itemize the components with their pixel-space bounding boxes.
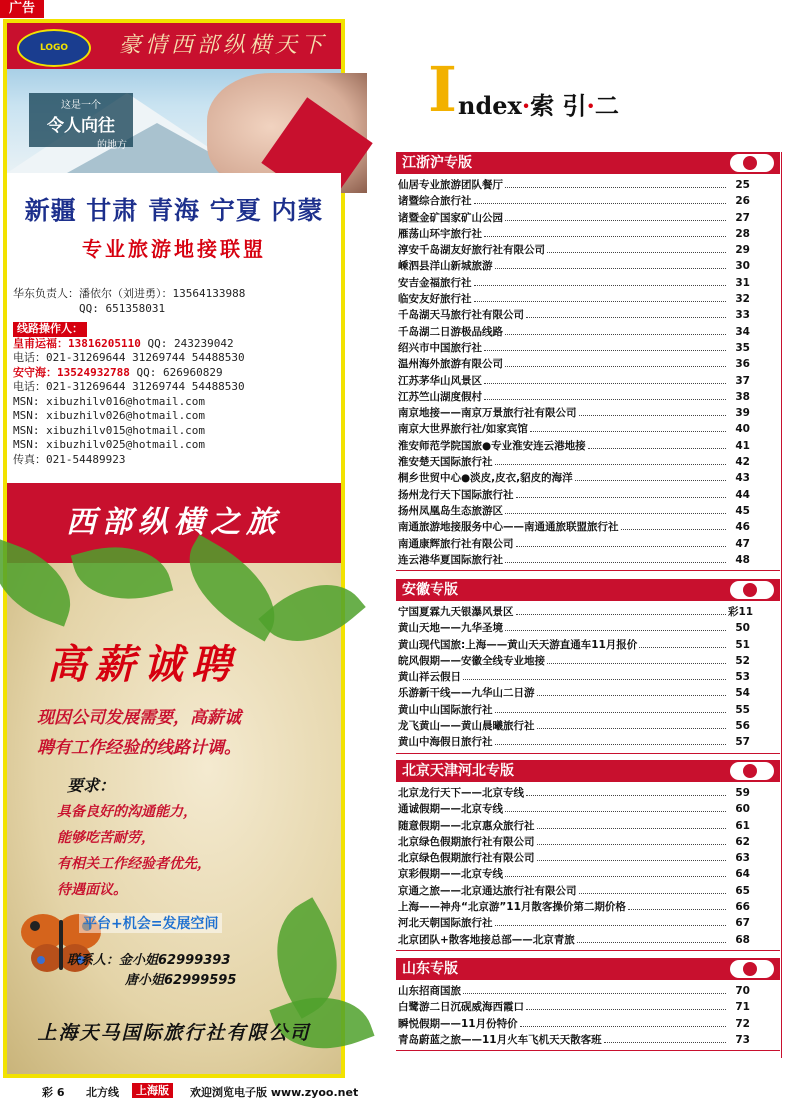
index-entry-title: 扬州凤凰岛生态旅游区	[398, 504, 503, 517]
index-entry-title: 随意假期——北京惠众旅行社	[398, 819, 535, 832]
section-header	[396, 958, 780, 980]
index-entry[interactable]	[398, 470, 750, 486]
index-entry-title: 仙居专业旅游团队餐厅	[398, 179, 503, 191]
index-cn: 索 引	[530, 91, 587, 120]
index-entry-title: 通诚假期——北京专线	[398, 803, 503, 816]
dot-leader	[516, 546, 727, 547]
ad-tag: 广告	[0, 0, 44, 18]
operator-label: 线路操作人：	[13, 322, 87, 337]
index-entry-title: 江苏茅华山风景区	[398, 374, 482, 387]
section-title: 江浙沪专版	[402, 155, 472, 171]
requirement-item: 具备良好的沟通能力，	[57, 804, 197, 820]
index-entry-page: 64	[735, 868, 750, 881]
dot-leader	[495, 268, 727, 269]
index-entry-title: 南通旅游地接服务中心——南通通旅联盟旅行社	[398, 521, 619, 534]
index-entry-title: 上海——神舟“北京游”11月散客操价第二期价格	[398, 901, 626, 914]
index-entry-title: 宁国夏霖九天银瀑风景区	[398, 606, 514, 618]
requirement-item: 有相关工作经验者优先，	[57, 856, 211, 872]
index-entry[interactable]	[398, 454, 750, 470]
index-entry[interactable]	[398, 503, 750, 519]
index-entry[interactable]	[398, 899, 750, 915]
page-footer	[0, 1082, 800, 1100]
index-entry-title: 白鹭游二日沉砚威海西霞口	[398, 1001, 524, 1014]
dot-leader	[495, 712, 727, 713]
index-entry[interactable]	[398, 421, 750, 437]
index-entry-title: 桐乡世贸中心●淡皮,皮衣,貂皮的海洋	[398, 472, 573, 485]
index-entry[interactable]	[398, 850, 750, 866]
operator-2-qq: QQ: 626960829	[136, 365, 223, 379]
index-entry-page: 44	[735, 488, 750, 501]
dot-leader	[495, 464, 727, 465]
hero-tagline	[29, 93, 133, 151]
regions-block	[7, 173, 341, 283]
index-entry[interactable]	[398, 177, 750, 193]
index-entry-title: 黄山中山国际旅行社	[398, 703, 493, 716]
index-entry-title: 黄山祥云假日	[398, 671, 461, 684]
alliance-subtitle: 专业旅游地接联盟	[82, 237, 266, 261]
index-right-border	[781, 152, 782, 1058]
index-entry-title: 淳安千岛湖友好旅行社有限公司	[398, 244, 545, 257]
index-entry[interactable]	[398, 834, 750, 850]
index-entry-title: 南京地接——南京万景旅行社有限公司	[398, 407, 577, 420]
recruitment-title: 高薪诚聘	[47, 641, 239, 688]
dot-leader	[530, 431, 726, 432]
index-entry-page: 50	[735, 622, 750, 635]
index-entry[interactable]	[398, 669, 750, 685]
index-entry-page: 30	[735, 260, 750, 273]
index-entry-title: 皖风假期——安徽全线专业地接	[398, 654, 545, 667]
dot-leader	[505, 334, 726, 335]
hero-line-2: 令人向往	[47, 116, 115, 136]
index-entry-page: 彩11	[728, 606, 754, 618]
index-entry[interactable]	[398, 438, 750, 454]
index-entry-page: 73	[735, 1033, 750, 1046]
dot-leader	[579, 893, 727, 894]
index-entry-page: 40	[735, 423, 750, 436]
index-entry-title: 北京龙行天下——北京专线	[398, 787, 524, 799]
separator-dot: ·	[521, 91, 531, 120]
index-entry-title: 雁荡山环宇旅行社	[398, 227, 482, 240]
footer-page-number: 彩 6	[42, 1086, 65, 1099]
ad-inner	[7, 23, 341, 1074]
contact-qq: QQ: 651358031	[79, 301, 166, 315]
dot-leader	[588, 448, 726, 449]
dot-leader	[628, 909, 726, 910]
index-entry[interactable]	[398, 275, 750, 291]
index-entry-title: 诸暨综合旅行社	[398, 195, 472, 208]
index-entry[interactable]	[398, 307, 750, 323]
index-number: 二	[594, 91, 619, 120]
index-entry[interactable]	[398, 405, 750, 421]
agency-logo: LOGO	[17, 29, 91, 67]
index-entry[interactable]	[398, 210, 750, 226]
regions-title: 新疆 甘肃 青海 宁夏 内蒙	[24, 196, 324, 225]
dot-leader	[495, 744, 727, 745]
section-oval-icon	[730, 960, 774, 978]
index-entry-title: 南通康辉旅行社有限公司	[398, 537, 514, 550]
index-title	[458, 86, 619, 121]
hero-line-3: 的地方	[97, 140, 127, 151]
index-entry-page: 39	[735, 407, 750, 420]
index-entry-page: 47	[735, 537, 750, 550]
index-entry-page: 36	[735, 358, 750, 371]
index-entry-page: 38	[735, 390, 750, 403]
footer-edition-badge: 上海版	[132, 1083, 173, 1098]
dot-leader	[516, 497, 727, 498]
section-oval-icon	[730, 154, 774, 172]
index-entry-title: 黄山中海假日旅行社	[398, 736, 493, 749]
recruitment-body	[37, 703, 327, 763]
dot-leader	[484, 236, 726, 237]
recruitment-block	[7, 563, 341, 1074]
index-word: ndex	[458, 91, 522, 120]
dot-leader	[505, 876, 726, 877]
dot-leader	[474, 285, 727, 286]
operator-2-name: 安守海：13524932788	[13, 365, 130, 379]
section-divider	[396, 570, 780, 571]
index-entry[interactable]	[398, 718, 750, 734]
index-entry-page: 65	[735, 884, 750, 897]
fax: 传真：021-54489923	[13, 452, 126, 466]
dot-leader	[484, 399, 726, 400]
dot-leader	[484, 383, 726, 384]
section-divider	[396, 753, 780, 754]
index-entry-title: 北京绿色假期旅行社有限公司	[398, 835, 535, 848]
index-entry-title: 乐游新干线——九华山二日游	[398, 687, 535, 700]
requirements-title: 要求：	[67, 776, 116, 795]
index-entry[interactable]	[398, 226, 750, 242]
recruitment-contact-1: 联系人：金小姐62999393	[67, 953, 231, 968]
index-entry-page: 51	[735, 638, 750, 651]
index-entry-title: 山东招商国旅	[398, 985, 461, 997]
section-title: 山东专版	[402, 961, 458, 977]
index-entry-title: 江苏竺山湖度假村	[398, 390, 482, 403]
contact-block	[7, 283, 341, 483]
index-entry[interactable]	[398, 685, 750, 701]
index-entry-list	[398, 177, 750, 568]
index-entry-page: 59	[735, 787, 750, 799]
index-entry-title: 诸暨金矿国家矿山公园	[398, 211, 503, 224]
index-entry[interactable]	[398, 932, 750, 948]
index-entry-page: 56	[735, 720, 750, 733]
index-entry-page: 61	[735, 819, 750, 832]
index-entry-title: 淮安楚天国际旅行社	[398, 456, 493, 469]
dot-leader	[505, 187, 726, 188]
index-entry-page: 71	[735, 1001, 750, 1014]
section-header	[396, 579, 780, 601]
recruitment-body-line-2: 聘有工作经验的线路计调。	[37, 738, 241, 758]
index-entry-title: 龙飞黄山——黄山晨曦旅行社	[398, 720, 535, 733]
index-entry[interactable]	[398, 653, 750, 669]
index-entry-page: 25	[735, 179, 750, 191]
dot-leader	[526, 1009, 726, 1010]
recruitment-body-line-1: 现因公司发展需要，高薪诚	[37, 708, 241, 728]
advertisement-column	[3, 19, 345, 1078]
index-entry-page: 31	[735, 276, 750, 289]
index-entry-list	[398, 983, 750, 1048]
dot-leader	[537, 828, 727, 829]
operator-2	[13, 366, 341, 381]
index-entry[interactable]	[398, 536, 750, 552]
index-entry[interactable]	[398, 291, 750, 307]
index-entry-page: 48	[735, 553, 750, 566]
dot-leader	[577, 942, 726, 943]
index-entry-page: 32	[735, 293, 750, 306]
index-entry-page: 57	[735, 736, 750, 749]
index-entry-page: 62	[735, 835, 750, 848]
dot-leader	[474, 203, 727, 204]
dot-leader	[505, 630, 726, 631]
index-entry-title: 淮安师范学院国旅●专业淮安连云港地接	[398, 439, 586, 452]
index-entry-page: 34	[735, 325, 750, 338]
index-entry-page: 70	[735, 985, 750, 997]
platform-slogan: 平台+机会=发展空间	[79, 913, 222, 933]
index-entry-title: 连云港华夏国际旅行社	[398, 553, 503, 566]
index-entry-title: 青岛蔚蓝之旅——11月火车飞机天天散客班	[398, 1033, 602, 1046]
index-entry-page: 29	[735, 244, 750, 257]
company-name: 上海天马国际旅行社有限公司	[37, 1022, 311, 1044]
section-divider	[396, 950, 780, 951]
index-big-letter: I	[428, 53, 458, 126]
index-entry-title: 北京绿色假期旅行社有限公司	[398, 852, 535, 865]
index-entry-page: 68	[735, 933, 750, 946]
index-entry[interactable]	[398, 915, 750, 931]
dot-leader	[547, 252, 726, 253]
operator-1-qq: QQ: 243239042	[147, 336, 234, 350]
index-entry-title: 京彩假期——北京专线	[398, 868, 503, 881]
operator-1-name: 皇甫运福：13816205110	[13, 336, 141, 350]
index-entry[interactable]	[398, 883, 750, 899]
dot-leader	[547, 663, 726, 664]
contact-lead: 华东负责人：潘依尔（刘进勇）：13564133988	[13, 287, 246, 300]
dot-leader	[537, 844, 727, 845]
dot-leader	[537, 728, 727, 729]
dot-leader	[537, 695, 727, 696]
dot-leader	[526, 795, 726, 796]
index-entry-page: 55	[735, 703, 750, 716]
recruitment-contact-2: 唐小姐62999595	[125, 973, 237, 988]
msn-1: MSN: xibuzhilv016@hotmail.com	[13, 394, 206, 408]
dot-leader	[575, 480, 726, 481]
dot-leader	[463, 993, 726, 994]
index-entry[interactable]	[398, 258, 750, 274]
index-entry-title: 安吉金福旅行社	[398, 276, 472, 289]
index-entry-title: 千岛湖天马旅行社有限公司	[398, 309, 524, 322]
hero-line-1: 这是一个	[61, 100, 101, 111]
msn-4: MSN: xibuzhilv025@hotmail.com	[13, 438, 206, 451]
index-entry-title: 温州海外旅游有限公司	[398, 358, 503, 371]
index-entry-page: 46	[735, 521, 750, 534]
requirement-item: 待遇面议。	[57, 882, 127, 898]
index-entry-page: 45	[735, 504, 750, 517]
hero-banner	[7, 23, 341, 173]
dot-leader	[520, 1026, 726, 1027]
index-entry-page: 26	[735, 195, 750, 208]
hero-slogan: 豪情西部纵横天下	[7, 23, 341, 69]
index-entry-page: 33	[735, 309, 750, 322]
index-entry[interactable]	[398, 487, 750, 503]
index-entry[interactable]	[398, 242, 750, 258]
dot-leader	[526, 317, 726, 318]
index-entry[interactable]	[398, 983, 750, 999]
index-entry-title: 黄山现代国旅:上海——黄山天天游直通车11月报价	[398, 638, 638, 651]
leaf-decoration	[258, 561, 366, 665]
index-entry-page: 60	[735, 803, 750, 816]
index-entry[interactable]	[398, 519, 750, 535]
recruitment-contacts	[67, 951, 236, 991]
index-entry[interactable]	[398, 734, 750, 750]
index-entry-page: 37	[735, 374, 750, 387]
separator-dot: ·	[586, 91, 595, 120]
index-entry-list	[398, 604, 754, 751]
index-entry-page: 67	[735, 917, 750, 930]
index-entry-title: 绍兴市中国旅行社	[398, 341, 482, 354]
index-entry[interactable]	[398, 801, 750, 817]
index-entry-title: 黄山天地——九华圣境	[398, 622, 503, 635]
dot-leader	[537, 860, 727, 861]
index-entry[interactable]	[398, 389, 750, 405]
index-entry-page: 53	[735, 671, 750, 684]
dot-leader	[604, 1042, 726, 1043]
section-oval-icon	[730, 762, 774, 780]
index-entry[interactable]	[398, 818, 750, 834]
dot-leader	[505, 562, 726, 563]
index-entry-title: 北京团队+散客地接总部——北京青旅	[398, 933, 575, 946]
index-entry[interactable]	[398, 552, 750, 568]
index-entry[interactable]	[398, 1032, 750, 1048]
index-entry[interactable]	[398, 702, 750, 718]
dot-leader	[463, 679, 726, 680]
index-entry-page: 28	[735, 227, 750, 240]
index-entry-page: 54	[735, 687, 750, 700]
section-oval-icon	[730, 581, 774, 599]
section-title: 北京天津河北专版	[402, 763, 514, 779]
index-entry[interactable]	[398, 340, 750, 356]
index-entry-title: 京通之旅——北京通达旅行社有限公司	[398, 884, 577, 897]
index-entry[interactable]	[398, 637, 750, 653]
west-tour-banner: 西部纵横之旅	[7, 483, 341, 563]
index-entry-page: 43	[735, 472, 750, 485]
index-entry-page: 72	[735, 1017, 750, 1030]
index-entry-title: 扬州龙行天下国际旅行社	[398, 488, 514, 501]
section-divider	[396, 1050, 780, 1051]
index-entry[interactable]	[398, 324, 750, 340]
index-entry[interactable]	[398, 193, 750, 209]
footer-publication: 北方线	[86, 1086, 119, 1099]
operator-1-phone: 电话：021-31269644 31269744 54488530	[13, 351, 245, 364]
index-entry-page: 52	[735, 654, 750, 667]
dot-leader	[474, 301, 727, 302]
dot-leader	[505, 513, 726, 514]
index-entry-page: 35	[735, 341, 750, 354]
index-entry[interactable]	[398, 373, 750, 389]
requirements-list	[57, 799, 327, 903]
index-entry[interactable]	[398, 356, 750, 372]
requirement-item: 能够吃苦耐劳，	[57, 830, 155, 846]
section-title: 安徽专版	[402, 582, 458, 598]
index-entry-page: 66	[735, 901, 750, 914]
index-entry-title: 河北天朝国际旅行社	[398, 917, 493, 930]
index-entry-page: 42	[735, 456, 750, 469]
dot-leader	[505, 811, 726, 812]
index-entry[interactable]	[398, 604, 754, 620]
operator-1	[13, 337, 341, 352]
dot-leader	[579, 415, 727, 416]
index-entry-title: 瞬悦假期——11月份特价	[398, 1017, 518, 1030]
index-entry[interactable]	[398, 1016, 750, 1032]
index-entry[interactable]	[398, 620, 750, 636]
index-entry-page: 63	[735, 852, 750, 865]
dot-leader	[621, 529, 727, 530]
index-entry[interactable]	[398, 785, 750, 801]
index-entry[interactable]	[398, 999, 750, 1015]
dot-leader	[505, 220, 726, 221]
index-entry-title: 南京大世界旅行社/如家宾馆	[398, 423, 528, 436]
operator-2-phone: 电话：021-31269644 31269744 54488530	[13, 380, 245, 393]
index-entry-page: 41	[735, 439, 750, 452]
msn-2: MSN: xibuzhilv026@hotmail.com	[13, 409, 206, 422]
dot-leader	[516, 614, 727, 615]
dot-leader	[639, 647, 726, 648]
index-entry-list	[398, 785, 750, 948]
index-entry[interactable]	[398, 866, 750, 882]
section-header	[396, 152, 780, 174]
index-entry-title: 临安友好旅行社	[398, 293, 472, 306]
dot-leader	[505, 366, 726, 367]
msn-3: MSN: xibuzhilv015@hotmail.com	[13, 423, 206, 437]
dot-leader	[484, 350, 726, 351]
dot-leader	[495, 925, 727, 926]
index-entry-title: 千岛湖二日游极品线路	[398, 325, 503, 338]
index-entry-title: 嵊泗县洋山新城旅游	[398, 260, 493, 273]
footer-url: 欢迎浏览电子版 www.zyoo.net	[190, 1086, 359, 1099]
section-header	[396, 760, 780, 782]
index-entry-page: 27	[735, 211, 750, 224]
